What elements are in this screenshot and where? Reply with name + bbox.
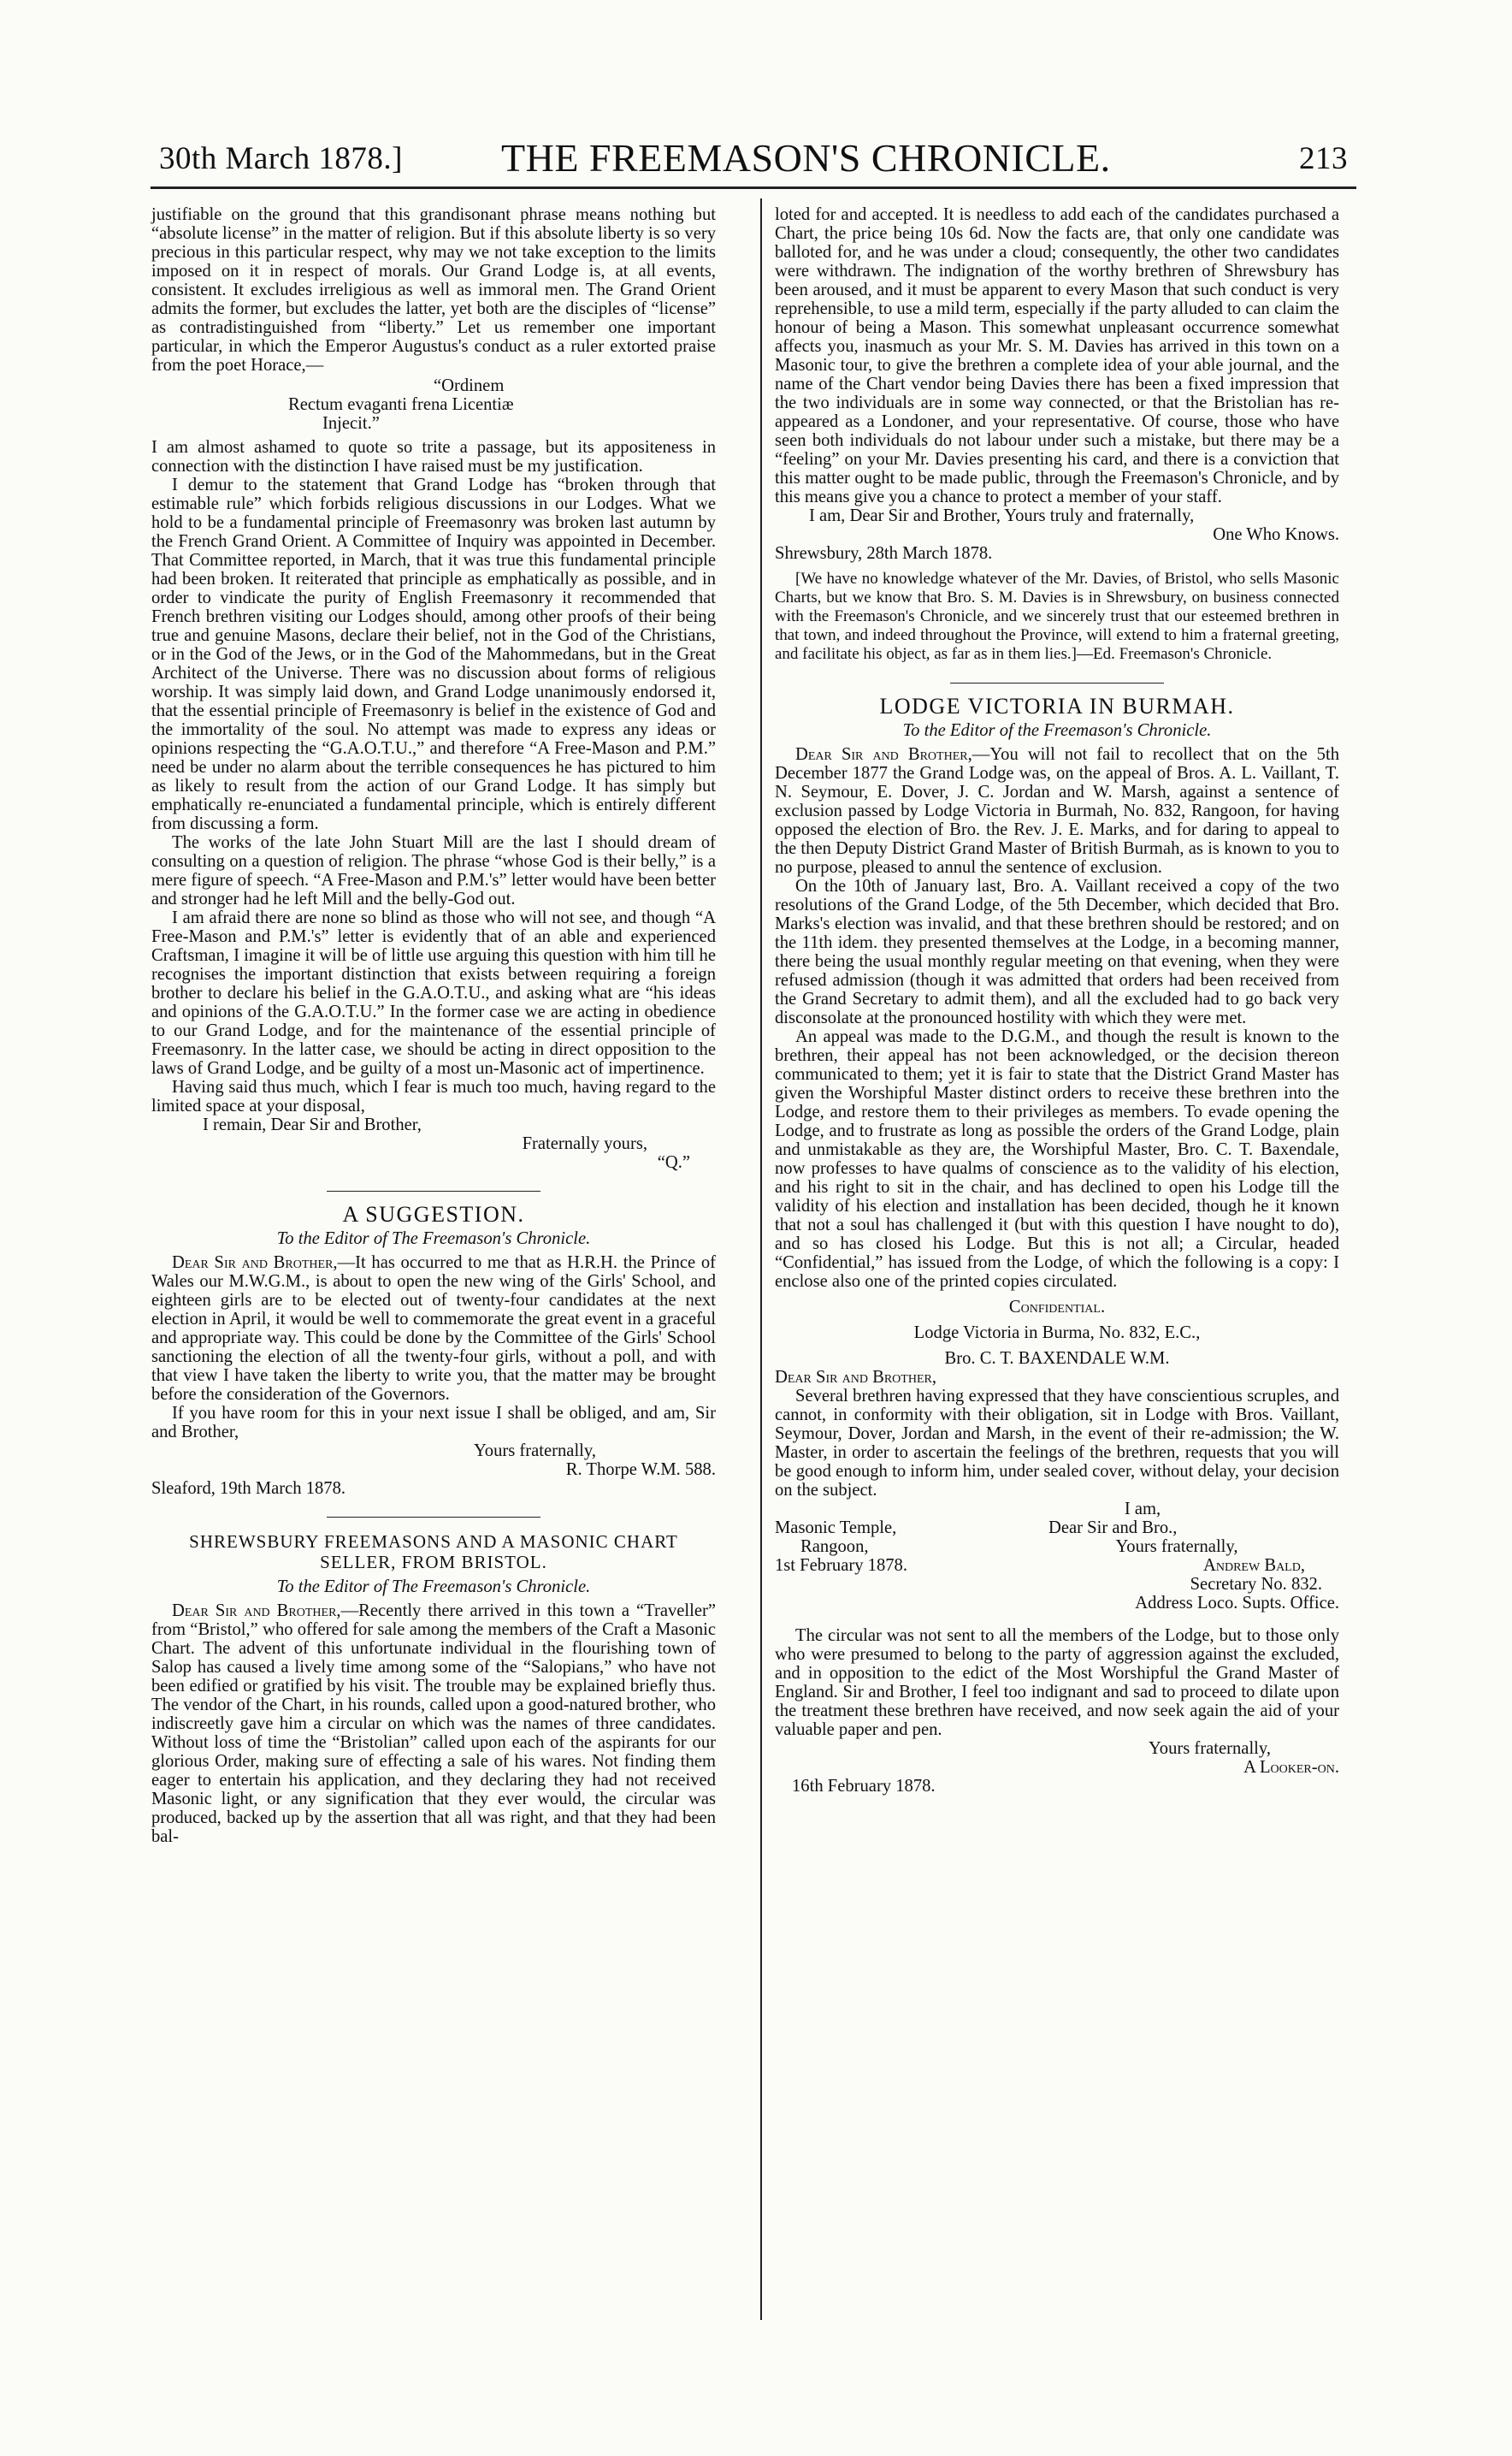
letter-closing: Yours fraternally,	[474, 1441, 596, 1460]
address-line: Address Loco. Supts. Office.	[1135, 1594, 1339, 1613]
letter-place-date: Shrewsbury, 28th March 1878.	[775, 544, 993, 563]
brother-name: Bro. C. T. BAXENDALE W.M.	[944, 1349, 1170, 1368]
salutation: Dear Sir and Brother,	[172, 1253, 338, 1272]
circular-paragraph: Several brethren having expressed that they have conscientious scruples, and cannot, in conformity with their obligation, sit in Lodge with Bros. Vaillant, Seymour, Dover, Jordan and Marsh, in the event of their re-admission; the W. Master, in order to ascertain the feelings of the brethren, requests that you will be good enough to inform him, under sealed cover, without delay, your decision on the subject.	[775, 1387, 1339, 1500]
address-line: Dear Sir and Bro.,	[1048, 1518, 1178, 1537]
section-subheading: To the Editor of the Freemason's Chronicle.	[902, 721, 1212, 740]
salutation: Dear Sir and Brother,	[172, 1601, 341, 1620]
letter-signature: One Who Knows.	[1213, 525, 1339, 544]
section-divider	[950, 683, 1164, 684]
address-line: Andrew Bald,	[1202, 1556, 1305, 1575]
confidential-label: Confidential.	[1008, 1298, 1106, 1317]
letter-place-date: 16th February 1878.	[792, 1777, 936, 1796]
section-heading: A SUGGESTION.	[342, 1202, 525, 1227]
letter-place-date: Sleaford, 19th March 1878.	[151, 1479, 346, 1498]
article-paragraph: If you have room for this in your next issue I shall be obliged, and am, Sir and Brother,	[151, 1404, 716, 1441]
lodge-name: Lodge Victoria in Burma, No. 832, E.C.,	[913, 1323, 1201, 1342]
page-header	[151, 135, 1356, 189]
article-paragraph: I am afraid there are none so blind as those who will not see, and though “A Free-Mason and P.M.'s” letter is evidently that of an able and experienced Craftsman, I imagine it will be of little use arguing this question with him till he recognises the important distinction that exists between requiring a foreign brother to declare his belief in the G.A.O.T.U., and asking what are “his ideas and opinions of the G.A.O.T.U.” In the former case we are acting in obedience to our Grand Lodge, and for the maintenance of the essential principle of Freemasonry. In the latter case, we should be acting in direct opposition to the laws of Grand Lodge, and be guilty of a most un-Masonic act of impertinence.	[151, 908, 716, 1078]
header-title: THE FREEMASON'S CHRONICLE.	[501, 136, 1111, 180]
article-paragraph: justifiable on the ground that this grandisonant phrase means nothing but “absolute license” in the matter of religion. But if this absolute liberty is so very precious in this particular respect, why may we not take exception to the limits imposed on it in respect of morals. Our Grand Lodge is, at all events, consistent. It excludes irreligious as well as immoral men. The Grand Orient admits the former, but excludes the latter, yet both are the disciples of “license” as contradistinguished from “liberty.” Let us remember one important particular, in which the Emperor Augustus's conduct as a ruler extorted praise from the poet Horace,—	[151, 205, 716, 375]
verse-line: Injecit.”	[322, 414, 380, 433]
editor-note: [We have no knowledge whatever of the Mr. Davies, of Bristol, who sells Masonic Charts, but we know that Bro. S. M. Davies is in Shrewsbury, on business connected with the Freemason's Chronicle, and we sincerely trust that our esteemed brethren in that town, and indeed throughout the Province, will extend to him a fraternal greeting, and facilitate his object, as far as in them lies.]—Ed. Freemason's Chronicle.	[775, 570, 1339, 663]
section-heading: LODGE VICTORIA IN BURMAH.	[879, 694, 1235, 719]
address-line: Secretary No. 832.	[1190, 1575, 1322, 1594]
letter-closing: Fraternally yours,	[522, 1134, 647, 1153]
salutation: Dear Sir and Brother,	[775, 1368, 936, 1387]
article-paragraph: On the 10th of January last, Bro. A. Vaillant received a copy of the two resolutions of the Grand Lodge, of the 5th December, which decided that Bro. Marks's election was invalid, and that these brethren should be restored; and on the 11th idem. they presented themselves at the Lodge, in a becoming manner, there being the usual monthly regular meeting on that evening, when they were refused admission (though it was admitted that orders had been received from the Grand Secretary to admit them), and all the excluded had to go back very disconsolate at the pronounced hostility with which they were met.	[775, 877, 1339, 1027]
article-paragraph: The circular was not sent to all the members of the Lodge, but to those only who were presumed to belong to the party of aggression against the excluded, and in opposition to the edict of the Most Worshipful the Grand Master of England. Sir and Brother, I feel too indignant and sad to proceed to dilate upon the treatment these brethren have received, and now seek again the aid of your valuable paper and pen.	[775, 1626, 1339, 1739]
verse-line: Rectum evaganti frena Licentiæ	[288, 395, 514, 414]
letter-closing: I am,	[1124, 1500, 1161, 1518]
section-subheading: To the Editor of The Freemason's Chronicle.	[276, 1577, 591, 1596]
circular-signature-block	[775, 1518, 1339, 1613]
article-paragraph: —It has occurred to me that as H.R.H. the Prince of Wales our M.W.G.M., is about to open the new wing of the Girls' School, and eighteen girls are to be elected out of twenty-four candidates at the next election in April, it would be well to commemorate the great event in a graceful and appropriate way. This could be done by the Committee of the Girls' School sanctioning the election of all the twenty-four girls, without a poll, and with that view I have taken the liberty to write you, that the matter may be brought before the consideration of the Governors.	[151, 1253, 716, 1404]
letter-closing: I remain, Dear Sir and Brother,	[203, 1116, 422, 1134]
article-paragraph: —Recently there arrived in this town a “Traveller” from “Bristol,” who offered for sale among the members of the Craft a Masonic Chart. The advent of this unfortunate individual in the flourishing town of Salop has caused a lively time among some of the “Salopians,” who have not been edified or gratified by his visit. The trouble may be explained briefly thus. The vendor of the Chart, in his rounds, called upon a good-natured brother, who indiscreetly gave him a circular on which was the names of three candidates. Without loss of time the “Bristolian” called upon each of the aspirants for our glorious Order, making sure of effecting a sale of his wares. Not finding them eager to entertain his application, and they declaring they had not received Masonic light, or any signification that they ever would, the circular was produced, backed up by the assertion that all was right, and that they had been bal-	[151, 1601, 716, 1846]
salutation: Dear Sir and Brother,	[795, 745, 972, 764]
verse-line: “Ordinem	[434, 376, 505, 395]
left-column	[151, 205, 716, 1846]
letter-signature: R. Thorpe W.M. 588.	[565, 1460, 716, 1479]
address-line: 1st February 1878.	[775, 1556, 908, 1575]
letter-signature: “Q.”	[657, 1153, 690, 1172]
header-date: 30th March 1878.]	[159, 141, 403, 176]
article-paragraph: I am almost ashamed to quote so trite a passage, but its appositeness in connection with the distinction I have raised must be my justification.	[151, 438, 716, 476]
address-line: Masonic Temple,	[775, 1518, 897, 1537]
page-number: 213	[1299, 141, 1348, 176]
article-paragraph: An appeal was made to the D.G.M., and though the result is known to the brethren, their appeal has not been acknowledged, or the decision thereon communicated to them; yet it is fair to state that the District Grand Master has given the Worshipful Master distinct orders to receive these brethren into the Lodge, and restore them to their privileges as members. To evade opening the Lodge, and to frustrate as long as possible the orders of the Grand Lodge, plain and unmistakable as they are, the Worshipful Master, Bro. C. T. Baxendale, now professes to have qualms of conscience as to the validity of his election, and his right to sit in the chair, and has declined to open his Lodge till the validity of his election and installation has been decided, though he it known that not a soul has challenged it (but with this question I have nought to do), and so has closed his Lodge. But this is not all; a Circular, headed “Confidential,” has issued from the Lodge, of which the following is a copy: I enclose also one of the printed copies circulated.	[775, 1027, 1339, 1291]
article-paragraph: I demur to the statement that Grand Lodge has “broken through that estimable rule” which forbids religious discussions in our Lodges. What we hold to be a fundamental principle of Freemasonry was broken last autumn by the French Grand Orient. A Committee of Inquiry was appointed in December. That Committee reported, in March, that it was true this fundamental principle had been broken. It reiterated that principle as emphatically as possible, and in order to vindicate the purity of English Freemasonry it recommended that French brethren visiting our Lodges should, among other proofs of their being true and genuine Masons, declare their belief, not in the God of the Christians, or in the God of the Jews, or in the God of the Mahommedans, but in the Great Architect of the Universe. There was no discussion about forms of religious worship. It was simply laid down, and Grand Lodge unanimously endorsed it, that the essential principle of Freemasonry is belief in the existence of God and the immortality of the soul. No attempt was made to express any ideas or opinions respecting the “G.A.O.T.U.,” and therefore “A Free-Mason and P.M.” need be under no alarm about the terrible consequences he has pictured to him as likely to result from the action of our Grand Lodge. It has simply but emphatically re-enunciated a fundamental principle, which is entirely different from discussing a form.	[151, 476, 716, 833]
article-paragraph: —You will not fail to recollect that on the 5th December 1877 the Grand Lodge was, on the appeal of Bros. A. L. Vaillant, T. N. Seymour, E. Dover, J. C. Jordan and W. Marsh, against a sentence of exclusion passed by Lodge Victoria in Burmah, No. 832, Rangoon, for having opposed the election of Bro. the Rev. J. E. Marks, and for daring to appeal to the then Deputy District Grand Master of British Burmah, as is known to you to no purpose, pleased to annul the sentence of exclusion.	[775, 745, 1339, 877]
letter-closing: Yours fraternally,	[1149, 1739, 1271, 1758]
latin-quote	[151, 376, 716, 433]
section-divider	[327, 1191, 540, 1192]
address-line: Rangoon,	[800, 1537, 869, 1556]
article-paragraph: Having said thus much, which I fear is much too much, having regard to the limited space at your disposal,	[151, 1078, 716, 1116]
letter-signature: A Looker-on.	[1243, 1758, 1339, 1777]
section-subheading: To the Editor of The Freemason's Chronicle.	[276, 1229, 591, 1248]
section-heading: SHREWSBURY FREEMASONS AND A MASONIC CHART SELLER, FROM BRISTOL.	[189, 1531, 678, 1572]
address-line: Yours fraternally,	[1115, 1537, 1238, 1556]
column-rule	[760, 198, 762, 2320]
section-divider	[327, 1517, 540, 1518]
address-left	[775, 1518, 972, 1613]
article-paragraph: The works of the late John Stuart Mill are the last I should dream of consulting on a question of religion. The phrase “whose God is their belly,” is a mere figure of speech. “A Free-Mason and P.M.'s” letter would have been better and stronger had he left Mill and the belly-God out.	[151, 833, 716, 908]
article-paragraph: loted for and accepted. It is needless to add each of the candidates purchased a Chart, the price being 10s 6d. Now the facts are, that only one candidate was balloted for, and he was under a cloud; consequently, the other two candidates were withdrawn. The indignation of the worthy brethren of Shrewsbury has been aroused, and it must be apparent to every Mason that such conduct is very reprehensible, to use a mild term, especially if the party alluded to can claim the honour of being a Mason. This somewhat unpleasant occurrence somewhat affects you, inasmuch as your Mr. S. M. Davies has arrived in this town on a Masonic tour, to give the brethren a complete idea of your able journal, and the name of the Chart vendor being Davies there has been a fixed impression that the two individuals are in some way connected, or that the Bristolian has re-appeared as a Londoner, and your representative. Of course, those who have seen both individuals do not labour under such a mistake, but there may be a “feeling” on your Mr. Davies presenting his card, and there is a conviction that this matter ought to be made public, through the Freemason's Chronicle, and by this means give you a chance to protect a member of your staff.	[775, 205, 1339, 506]
letter-closing: I am, Dear Sir and Brother, Yours truly and fraternally,	[809, 506, 1195, 525]
right-column	[775, 205, 1339, 1796]
address-right	[1014, 1518, 1339, 1613]
